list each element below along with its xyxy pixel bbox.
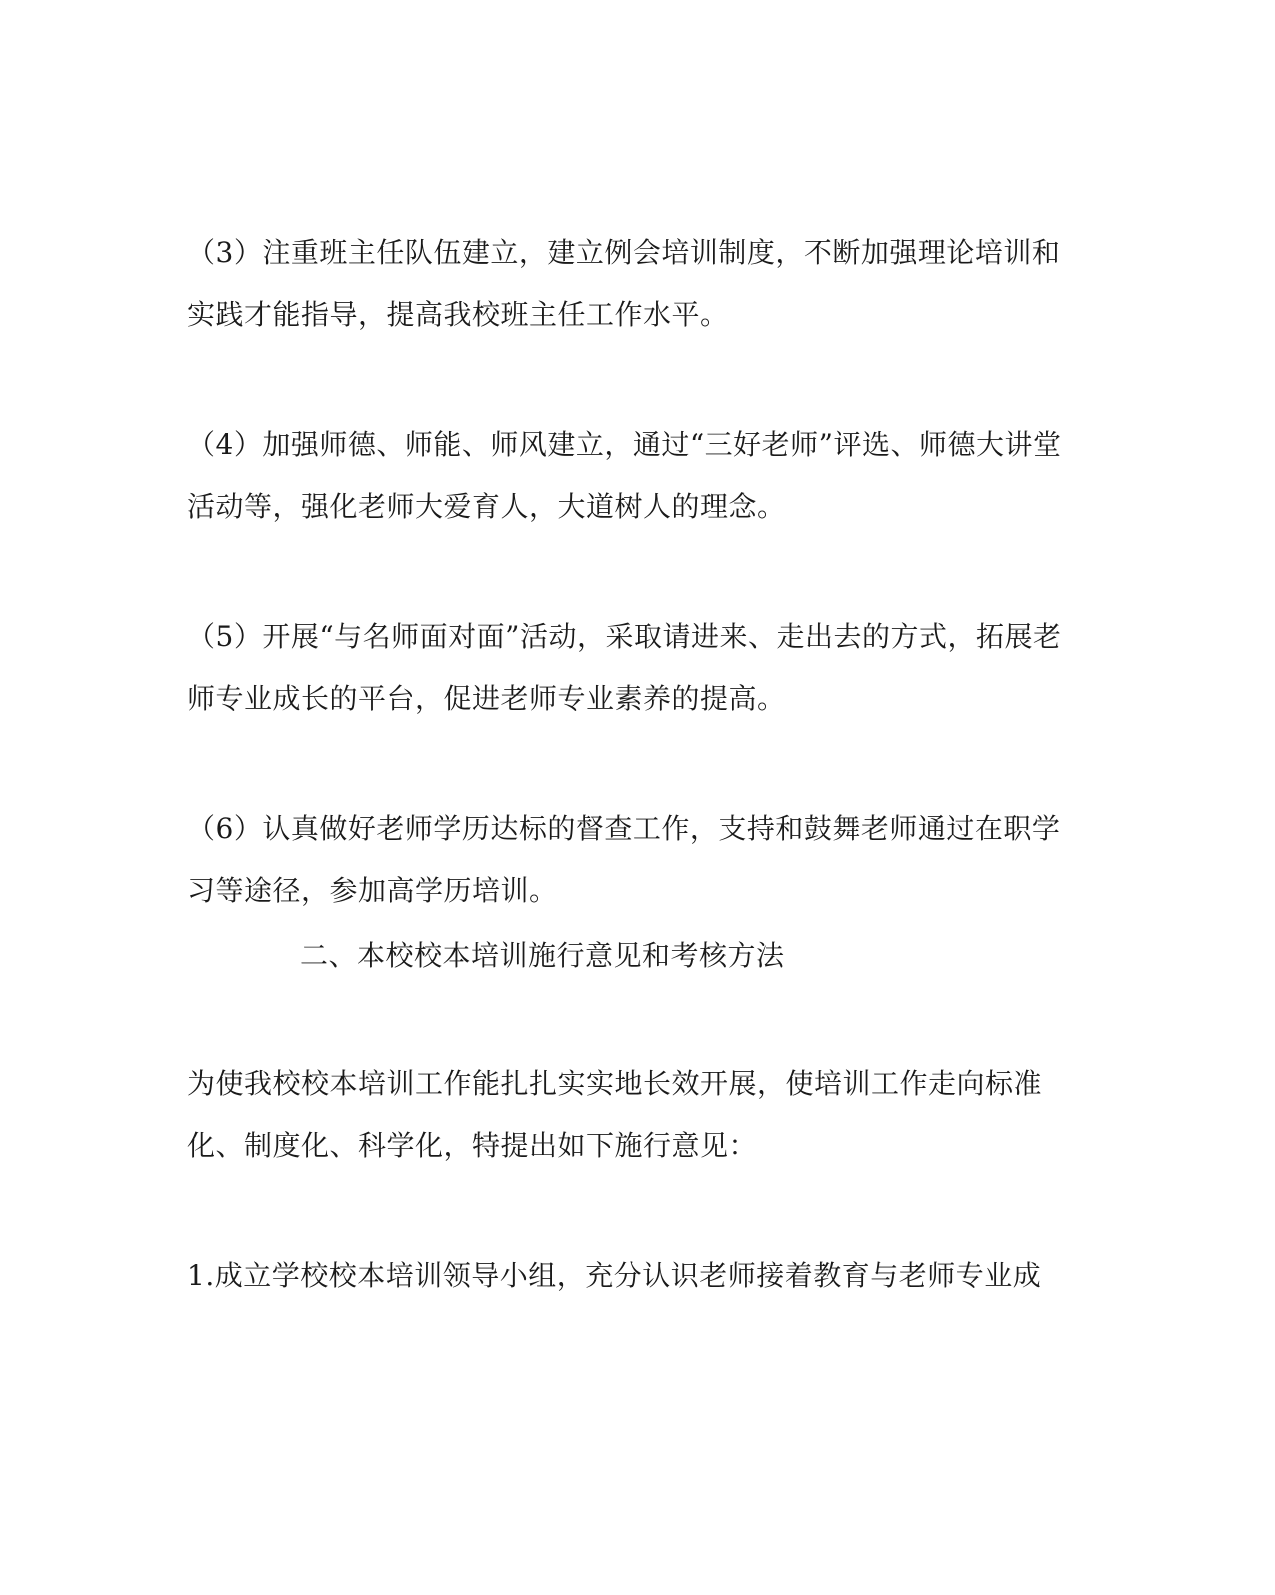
paragraph-line: （5）开展“与名师面对面”活动，采取请进来、走出去的方式，拓展老	[187, 620, 1062, 653]
paragraph-3	[187, 222, 1077, 346]
paragraph-line: 活动等，强化老师大爱育人，大道树人的理念。	[187, 490, 786, 523]
paragraph-line: （6）认真做好老师学历达标的督查工作，支持和鼓舞老师通过在职学	[187, 812, 1061, 845]
paragraph-6	[187, 798, 1077, 922]
paragraph-line: （3）注重班主任队伍建立，建立例会培训制度，不断加强理论培训和	[187, 236, 1061, 269]
paragraph-line: 化、制度化、科学化，特提出如下施行意见：	[187, 1129, 758, 1162]
paragraph-4	[187, 414, 1077, 538]
intro-paragraph	[187, 1053, 1077, 1177]
paragraph-line: 实践才能指导，提高我校班主任工作水平。	[187, 298, 729, 331]
section-heading: 二、本校校本培训施行意见和考核方法	[300, 939, 785, 972]
paragraph-5	[187, 606, 1077, 730]
paragraph-line: （4）加强师德、师能、师风建立，通过“三好老师”评选、师德大讲堂	[187, 428, 1062, 461]
paragraph-line: 师专业成长的平台，促进老师专业素养的提高。	[187, 682, 786, 715]
paragraph-line: 为使我校校本培训工作能扎扎实实地长效开展，使培训工作走向标准	[187, 1067, 1043, 1100]
paragraph-line: 1.成立学校校本培训领导小组，充分认识老师接着教育与老师专业成	[187, 1259, 1042, 1292]
paragraph-line: 习等途径，参加高学历培训。	[187, 874, 558, 907]
item-1-paragraph	[187, 1245, 1077, 1307]
